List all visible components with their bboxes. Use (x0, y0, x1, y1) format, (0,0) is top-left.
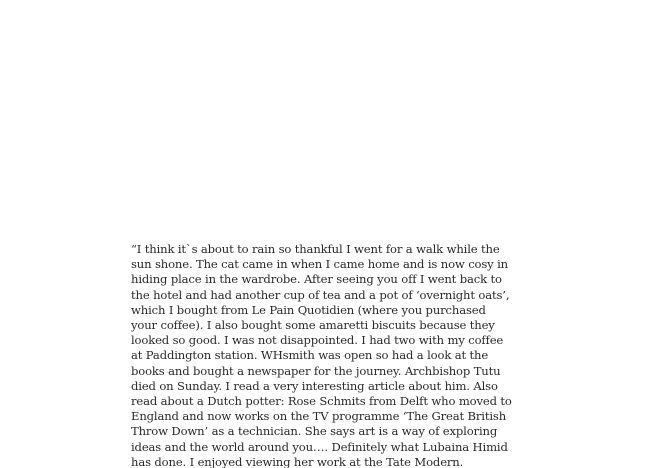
quote-line: the hotel and had another cup of tea and a pot of ‘overnight oats’, (131, 287, 510, 302)
quote-line: looked so good. I was not disappointed. I had two with my coffee (131, 333, 504, 348)
quote-line: at Paddington station. WHsmith was open so had a look at the (131, 348, 489, 363)
quote-paragraph (131, 242, 523, 468)
quote-line: which I bought from Le Pain Quotidien (where you purchased (131, 302, 486, 317)
quote-line: Throw Down’ as a technician. She says art is a way of exploring (131, 424, 498, 439)
quote-line: England and now works on the TV programme ‘The Great British (131, 409, 507, 424)
quote-line: hiding place in the wardrobe. After seeing you off I went back to (131, 272, 502, 287)
quote-line: ideas and the world around you…. Definitely what Lubaina Himid (131, 439, 508, 454)
quote-line: books and bought a newspaper for the journey. Archbishop Tutu (131, 363, 501, 378)
quote-line: read about a Dutch potter: Rose Schmits from Delft who moved to (131, 394, 512, 409)
quote-line: has done. I enjoyed viewing her work at the Tate Modern. (131, 454, 464, 468)
quote-line: died on Sunday. I read a very interesting article about him. Also (131, 378, 498, 393)
quote-line: your coffee). I also bought some amaretti biscuits because they (131, 318, 495, 333)
quote-line: sun shone. The cat came in when I came home and is now cosy in (131, 257, 508, 272)
quote-line: “I think it`s about to rain so thankful I went for a walk while the (131, 242, 500, 256)
